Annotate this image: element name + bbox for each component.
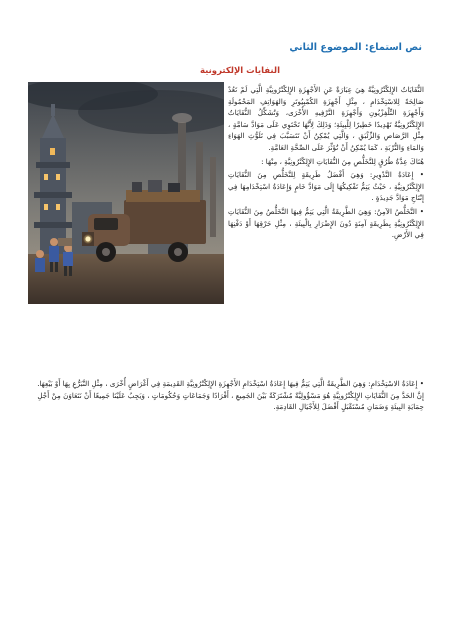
conclusion-paragraph: إِنَّ الحَدَّ مِنَ النُّفَايَاتِ الإِلِكْتْرُونِيَّةِ هُوَ مَسْؤُولِيَّةٌ مُشْتَرَكَةٌ بَيْنَ الجَمِيعِ ، أَفْرَادًا وَجَمَاعَاتٍ وَحُكُومَاتٍ ، وَيَجِبُ عَلَيْنَا جَمِيعًا أَنْ نَتَعَاوَنَ مِنْ أَجْلِ حِمَايَةِ البِيئَةِ وَضَمَانِ مُسْتَقْبَلٍ أَفْضَلَ لِلأَجْيَالِ القَادِمَةِ. — [37, 390, 424, 412]
recycling-item: • إِعَادَةُ التَّدْوِيرِ: وَهِيَ أَفْضَلُ طَرِيقَةٍ لِلتَّخَلُّصِ مِنَ النُّفَايَاتِ الإِلِكْتْرُونِيَّةِ ، حَيْثُ يَتِمُّ تَفْكِيكُهَا إِلَى مَوَادَّ خَامٍ وَإِعَادَةُ اسْتِخْدَامِهَا فِي إِنْتَاجِ مَوَادَّ جَدِيدَةٍ . — [228, 170, 424, 203]
intro-paragraph: النُّفَايَاتُ الإِلِكْتْرُونِيَّةُ هِيَ عِبَارَةٌ عَنِ الأَجْهِزَةِ الإِلِكْتْرُونِيَّةِ الَّتِي لَمْ تَعُدْ صَالِحَةً لِلاسْتِخْدَامِ ، مِثْلِ أَجْهِزَةِ الكُمْبِيُوتَرِ وَالهَوَاتِفِ المَحْمُولَةِ وَأَجْهِزَةِ التِّلْفِزْيُونِ وَأَجْهِزَةِ التَّرْفِيهِ الأُخْرَى، وَتُشَكِّلُ النُّفَايَاتُ الإِلِكْتْرُونِيَّةُ تَهْدِيدًا خَطِيرًا لِلْبِيئَةِ؛ وَذَلِكَ لِأَنَّهَا تَحْتَوِي عَلَى مَوَادَّ سَامَّةٍ ، مِثْلِ الرَّصَاصِ وَالزِّئْبَقِ ، وَالَّتِي يُمْكِنُ أَنْ تَتَسَبَّبَ فِي تَلَوُّثِ الهَوَاءِ وَالمَاءِ وَالتُّرْبَةِ ، كَمَا يُمْكِنُ أَنْ تُؤَثِّرَ عَلَى الصِّحَّةِ العَامَّةِ. — [228, 85, 424, 152]
ways-intro-paragraph: هُنَاكَ عِدَّةُ طُرُقٍ لِلتَّخَلُّصِ مِنَ النُّفَايَاتِ الإِلِكْتْرُونِيَّةِ ، مِنْهَا : — [261, 156, 424, 166]
reuse-item: • إِعَادَةُ الاسْتِخْدَامِ: وَهِيَ الطَّرِيقَةُ الَّتِي يَتِمُّ فِيهَا إِعَادَةُ اسْتِخْدَامِ الأَجْهِزَةِ الإِلِكْتْرُونِيَّةِ القَدِيمَةِ فِي أَغْرَاضٍ أُخْرَى ، مِثْلِ التَّبَرُّعِ بِهَا أَوْ بَيْعِهَا. — [37, 379, 424, 388]
safe-disposal-item: • التَّخَلُّصُ الآمِنُ: وَهِيَ الطَّرِيقَةُ الَّتِي يَتِمُّ فِيهَا التَّخَلُّصُ مِنَ النُّفَايَاتِ الإِلِكْتْرُونِيَّةِ بِطَرِيقَةٍ آمِنَةٍ دُونَ الإِضْرَارِ بِالْبِيئَةِ ، مِثْلِ حَرْقِهَا أَوْ دَفْنِهَا فِي الأَرْضِ. — [228, 206, 424, 240]
page-subtitle: النفايات الإلكترونية — [199, 66, 280, 76]
article-column — [228, 84, 424, 243]
page-title: نص استماع: الموضوع الثاني — [289, 42, 422, 53]
full-width-text — [28, 378, 424, 413]
e-waste-truck-city-illustration — [28, 82, 224, 304]
